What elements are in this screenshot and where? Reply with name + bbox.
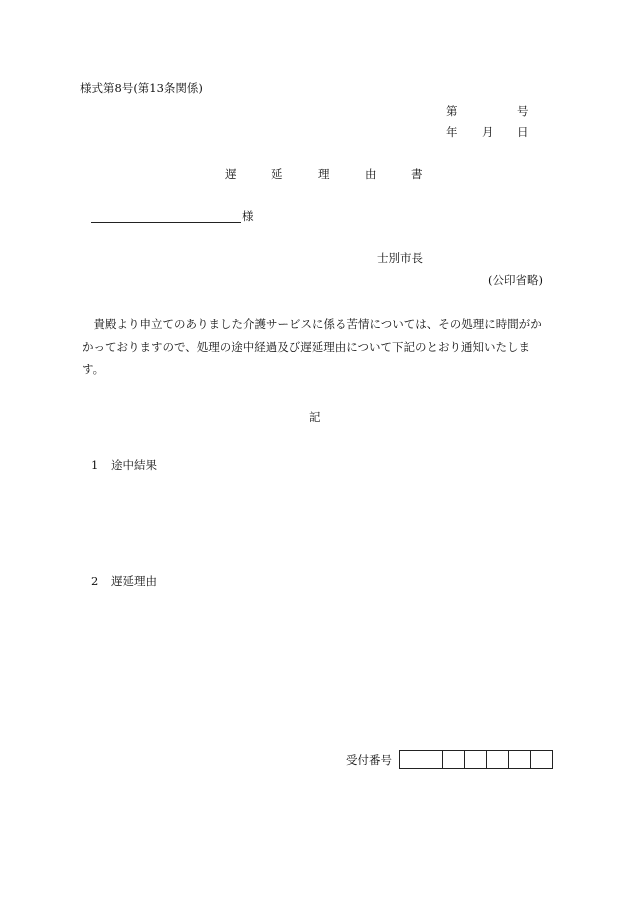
date-month: 月	[482, 125, 494, 139]
ki-heading: 記	[309, 410, 321, 424]
item-label: 途中結果	[110, 458, 157, 472]
receipt-cell	[530, 751, 552, 768]
date-year: 年	[446, 125, 458, 139]
sender-name: 士別市長	[377, 251, 423, 265]
title-char: 延	[271, 167, 283, 181]
addressee-blank-line	[91, 221, 241, 223]
item-2	[91, 573, 157, 589]
item-number: 2	[91, 574, 99, 588]
receipt-label: 受付番号	[346, 753, 392, 767]
addressee-honorific: 様	[242, 209, 254, 223]
receipt-cell	[486, 751, 508, 768]
title-char: 理	[318, 167, 330, 181]
receipt-number-boxes	[399, 750, 553, 769]
form-id: 様式第8号(第13条関係)	[80, 81, 203, 95]
receipt-cell	[442, 751, 464, 768]
item-label: 遅延理由	[110, 574, 157, 588]
title-char: 書	[411, 167, 423, 181]
receipt-cell	[464, 751, 486, 768]
body-paragraph: 貴殿より申立てのありました介護サービスに係る苦情については、その処理に時間がかかっておりますので、処理の途中経過及び遅延理由について下記のとおり通知いたします。	[82, 317, 542, 376]
title-char: 由	[365, 167, 377, 181]
item-1	[91, 457, 157, 473]
seal-omitted-note: (公印省略)	[488, 273, 543, 287]
number-suffix: 号	[517, 104, 529, 118]
receipt-cell	[508, 751, 530, 768]
title-char: 遅	[225, 167, 237, 181]
number-prefix: 第	[446, 104, 458, 118]
item-number: 1	[91, 458, 99, 472]
receipt-cell	[400, 751, 442, 768]
date-day: 日	[517, 125, 529, 139]
